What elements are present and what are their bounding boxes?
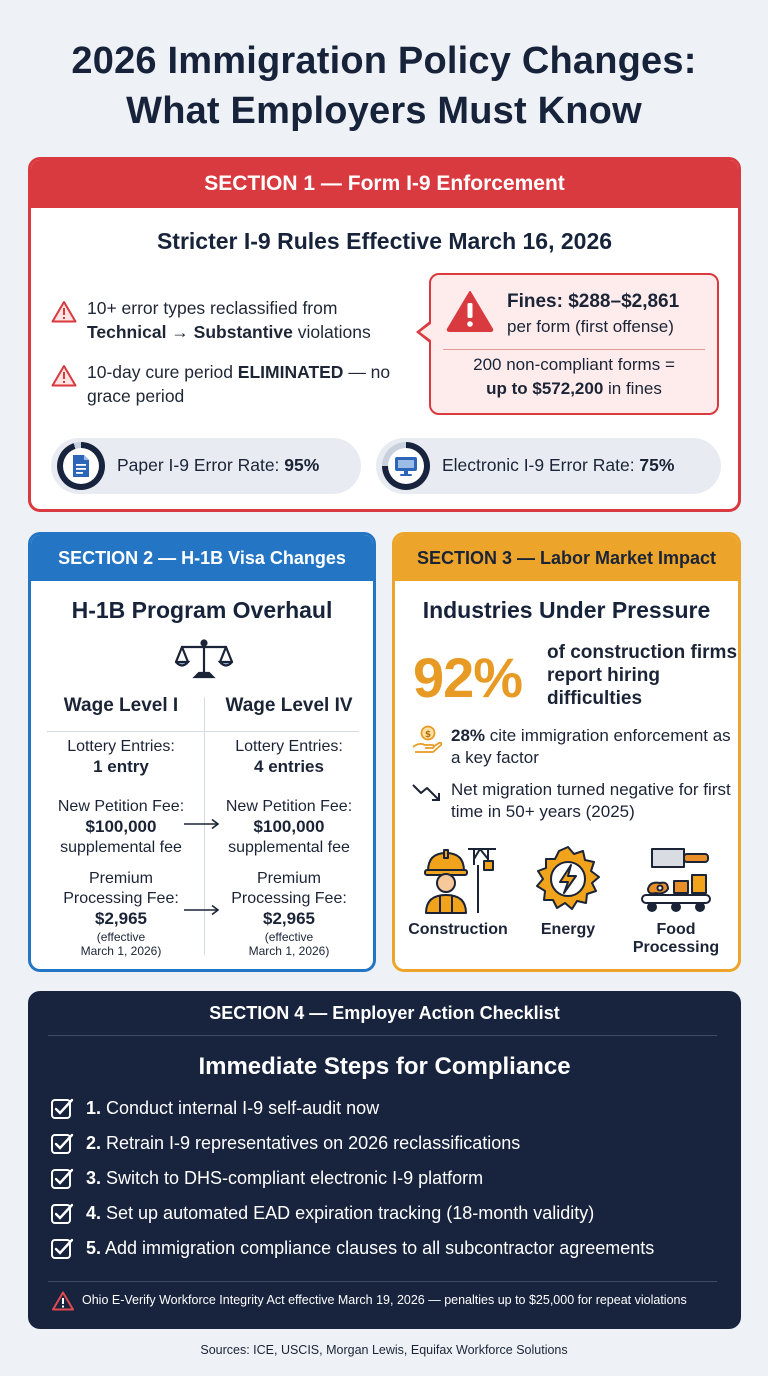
premium-fee [41,869,201,958]
ohio-note-text: Ohio E-Verify Workforce Integrity Act effective March 19, 2026 — penalties up to $25,000 for repeat violations [82,1293,687,1307]
checklist-number: 1. [86,1098,102,1118]
lottery-value: 4 entries [254,757,324,776]
checkbox-checked-icon [50,1167,74,1191]
net-migration-bullet [411,779,731,823]
checklist-text: Switch to DHS-compliant electronic I-9 platform [101,1168,484,1188]
section-4-divider [48,1281,717,1282]
checkbox-checked-icon [50,1202,74,1226]
callout-tail-inner [420,323,432,341]
petition-fee-note: supplemental fee [60,839,182,856]
fines-total-bold: up to $572,200 [486,379,604,398]
section-1-card [28,157,741,512]
scales-icon [175,638,233,680]
petition-fee-value: $100,000 [253,817,325,836]
ohio-e-verify-note [52,1293,687,1307]
premium-value: $2,965 [95,909,147,928]
bullet-bold: ELIMINATED [237,362,344,382]
checklist-item [50,1130,520,1156]
paper-error-text [117,455,319,476]
lottery-label: Lottery Entries: [67,738,175,755]
checklist-number: 4. [86,1203,102,1223]
industry-label: Construction [408,921,508,938]
bullet-bold: Substantive [193,322,293,342]
section-2-subtitle: H-1B Program Overhaul [71,597,333,623]
premium-label: Processing Fee: [231,890,347,907]
checklist-text: Add immigration compliance clauses to all subcontractor agreements [101,1238,655,1258]
alert-icon [445,289,495,333]
premium-label: Premium [256,870,321,887]
paper-error-value: 95% [284,455,320,475]
warning-icon [51,364,77,387]
page-title [0,36,768,136]
wage-level-1-column [41,695,201,958]
section-4-divider [48,1035,717,1036]
industry-construction [403,845,513,939]
petition-fee [41,797,201,858]
paper-error-ring [57,442,105,490]
bullet-text: — no grace period [87,362,391,406]
electronic-error-value: 75% [639,455,675,475]
checkbox-checked-icon [50,1097,74,1121]
electronic-error-label: Electronic I-9 Error Rate: [442,455,640,475]
fines-callout [429,273,719,415]
industry-food-processing [621,845,731,957]
electronic-error-rate [376,438,721,494]
hand-coin-icon [411,725,443,755]
lottery-value: 1 entry [93,757,149,776]
premium-note: March 1, 2026) [80,944,162,958]
paper-error-rate [51,438,361,494]
section-1-subtitle: Stricter I-9 Rules Effective March 16, 2026 [156,228,613,254]
warning-icon [52,1291,74,1311]
title-line-2: What Employers Must Know [126,90,642,132]
section-4-subtitle: Immediate Steps for Compliance [198,1053,571,1080]
net-migration-text: Net migration turned negative for first time in 50+ years (2025) [451,780,731,821]
petition-fee-label: New Petition Fee: [57,798,185,815]
checklist-item [50,1095,379,1121]
lottery-entries [209,737,369,778]
bullet-arrow: → [166,322,194,342]
bullet-text: 10-day cure period [87,362,238,382]
industry-label: Energy [540,921,596,938]
lottery-label: Lottery Entries: [235,738,343,755]
bullet-text: violations [292,322,371,342]
bullet-bold: Technical [87,322,167,342]
monitor-icon [394,455,418,477]
fines-per-form: per form (first offense) [507,317,674,336]
wage-level-4-column [209,695,369,958]
food-processing-icon [638,845,714,915]
hiring-difficulty-stat: 92% [413,646,523,709]
premium-label: Premium [88,870,153,887]
paper-error-label: Paper I-9 Error Rate: [117,455,285,475]
wage-level-1-heading: Wage Level I [63,695,179,716]
construction-worker-icon [418,845,498,915]
title-line-1: 2026 Immigration Policy Changes: [71,40,697,82]
section-2-header: SECTION 2 — H-1B Visa Changes [31,535,373,581]
fines-total [431,379,717,399]
hiring-difficulty-text: of construction firms report hiring difficulties [547,642,738,709]
section-3-subtitle: Industries Under Pressure [422,597,711,623]
section-3-header: SECTION 3 — Labor Market Impact [395,535,738,581]
section-1-header: SECTION 1 — Form I-9 Enforcement [31,160,738,208]
premium-note: March 1, 2026) [248,944,330,958]
svg-text:$: $ [424,730,432,740]
premium-label: Processing Fee: [63,890,179,907]
industry-energy [513,845,623,939]
section-2-card [28,532,376,972]
section-4-card [28,991,741,1329]
premium-value: $2,965 [263,909,315,928]
arrow-right-icon [183,904,221,916]
trend-down-icon [411,779,443,805]
checkbox-checked-icon [50,1237,74,1261]
premium-note: (effective [96,930,146,944]
electronic-error-text [442,455,674,476]
checklist-text: Retrain I-9 representatives on 2026 reclassifications [101,1133,521,1153]
header-divider [47,731,359,732]
fines-example: 200 non-compliant forms = [473,355,675,374]
premium-note: (effective [264,930,314,944]
petition-fee-value: $100,000 [85,817,157,836]
premium-fee [209,869,369,958]
document-icon [71,454,91,478]
bullet-text: 10+ error types reclassified from [87,298,338,318]
checklist-number: 3. [86,1168,102,1188]
fines-total-suffix: in fines [603,379,662,398]
petition-fee-label: New Petition Fee: [225,798,353,815]
cure-period-bullet [51,360,401,408]
petition-fee [209,797,369,858]
checklist-item [50,1200,594,1226]
petition-fee-note: supplemental fee [228,839,350,856]
wage-level-4-heading: Wage Level IV [225,695,353,716]
warning-icon [51,300,77,323]
checkbox-checked-icon [50,1132,74,1156]
industry-label: Food Processing [632,921,720,956]
enforcement-factor-stat: 28% [451,726,486,745]
arrow-right-icon [183,818,221,830]
sources-footer: Sources: ICE, USCIS, Morgan Lewis, Equifax Workforce Solutions [200,1343,568,1357]
checklist-number: 5. [86,1238,102,1258]
enforcement-factor-bullet [411,725,731,769]
checklist-item [50,1165,483,1191]
checklist-text: Set up automated EAD expiration tracking (18-month validity) [101,1203,595,1223]
electronic-error-ring [382,442,430,490]
enforcement-factor-text: cite immigration enforcement as a key factor [451,726,731,767]
section-4-header: SECTION 4 — Employer Action Checklist [209,1003,560,1023]
checklist-number: 2. [86,1133,102,1153]
section-3-card [392,532,741,972]
reclassification-bullet [51,296,401,344]
callout-divider [443,349,705,350]
checklist-text: Conduct internal I-9 self-audit now [101,1098,380,1118]
lottery-entries [41,737,201,778]
checklist-item [50,1235,654,1261]
energy-gear-icon [533,845,603,915]
fines-range: Fines: $288–$2,861 [507,291,680,312]
